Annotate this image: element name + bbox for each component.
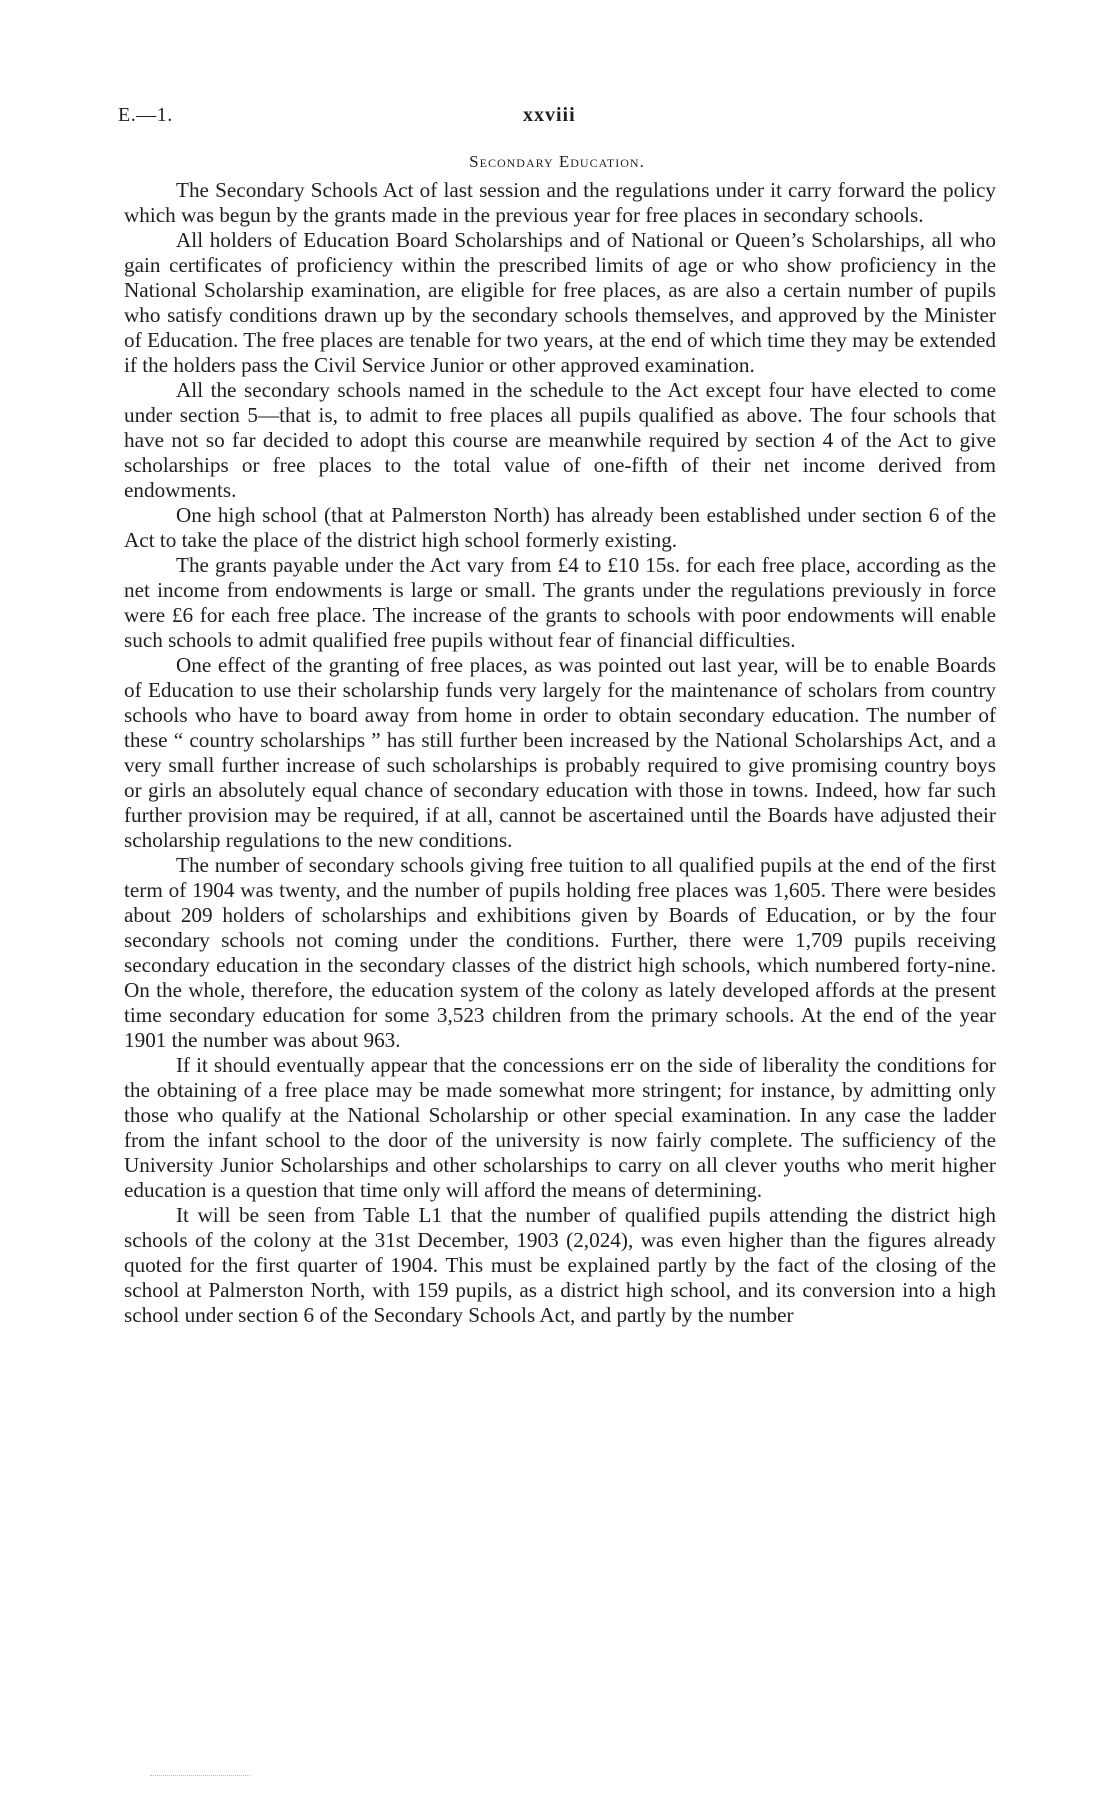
- page-reference: E.—1.: [118, 104, 173, 126]
- page-header: [118, 104, 998, 134]
- paragraph-section-5: All the secondary schools named in the schedule to the Act except four have elected to come under section 5—that is, to admit to free places all pupils qualified as above. The four schools that have not so far decided to adopt this course are meanwhile required by section 4 of the Act to give scholarships or free places to the total value of one-fifth of their net income derived from endowments.: [124, 378, 996, 502]
- paragraph-free-places-policy: The Secondary Schools Act of last session and the regulations under it carry forward the policy which was begun by the grants made in the previous year for free places in secondary schools.: [124, 178, 996, 227]
- section-title: Secondary Education.: [469, 152, 645, 171]
- paragraph-concessions: If it should eventually appear that the concessions err on the side of liberality the conditions for the obtaining of a free place may be made somewhat more stringent; for instance, by admitting only those who qualify at the National Scholarship or other special examination. In any case the ladder from the infant school to the door of the university is now fairly complete. The sufficiency of the University Junior Scholarships and other scholarships to carry on all clever youths who merit higher education is a question that time only will afford the means of determining.: [124, 1053, 996, 1202]
- paragraph-grants: The grants payable under the Act vary from £4 to £10 15s. for each free place, according as the net income from endowments is large or small. The grants under the regulations previously in force were £6 for each free place. The increase of the grants to schools with poor endowments will enable such schools to admit qualified free pupils without fear of financial difficulties.: [124, 553, 996, 652]
- paragraph-palmerston-north: One high school (that at Palmerston North) has already been established under section 6 of the Act to take the place of the district high school formerly existing.: [124, 503, 996, 552]
- body-text: [124, 178, 996, 1328]
- paragraph-table-l1: It will be seen from Table L1 that the number of qualified pupils attending the district high schools of the colony at the 31st December, 1903 (2,024), was even higher than the figures already quoted for the first quarter of 1904. This must be explained partly by the fact of the closing of the school at Palmerston North, with 159 pupils, as a district high school, and its conversion into a high school under section 6 of the Secondary Schools Act, and partly by the number: [124, 1203, 996, 1327]
- paragraph-statistics: The number of secondary schools giving free tuition to all qualified pupils at the end of the first term of 1904 was twenty, and the number of pupils holding free places was 1,605. There were besides about 209 holders of scholarships and exhibitions given by Boards of Education, or by the four secondary schools not coming under the conditions. Further, there were 1,709 pupils receiving secondary education in the secondary classes of the district high schools, which numbered forty-nine. On the whole, therefore, the education system of the colony as lately developed affords at the present time secondary education for some 3,523 children from the primary schools. At the end of the year 1901 the number was about 963.: [124, 853, 996, 1052]
- paragraph-eligibility: All holders of Education Board Scholarships and of National or Queen’s Scholarships, all who gain certificates of proficiency within the prescribed limits of age or who show proficiency in the National Scholarship examination, are eligible for free places, as are also a certain number of pupils who satisfy conditions drawn up by the secondary schools themselves, and approved by the Minister of Education. The free places are tenable for two years, at the end of which time they may be extended if the holders pass the Civil Service Junior or other approved examination.: [124, 228, 996, 377]
- paragraph-country-scholarships: One effect of the granting of free places, as was pointed out last year, will be to enable Boards of Education to use their scholarship funds very largely for the maintenance of scholars from country schools who have to board away from home in order to obtain secondary education. The number of these “ country scholarships ” has still further been increased by the National Scholarships Act, and a very small further increase of such scholarships is probably required to give promising country boys or girls an absolutely equal chance of secondary education with those in towns. Indeed, how far such further provision may be required, if at all, cannot be ascertained until the Boards have adjusted their scholarship regulations to the new conditions.: [124, 653, 996, 852]
- footer-scan-marks: [150, 1775, 250, 1778]
- page-number: xxviii: [523, 104, 576, 126]
